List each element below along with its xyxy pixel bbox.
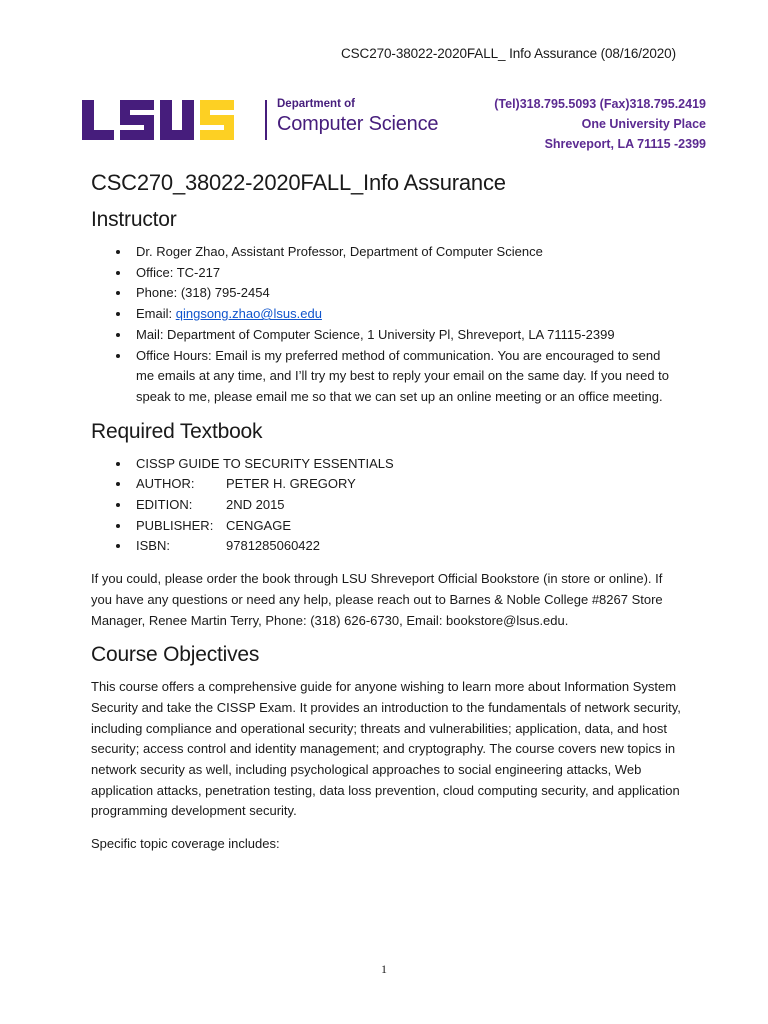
list-item: Dr. Roger Zhao, Assistant Professor, Department of Computer Science [91,242,681,263]
list-item [91,304,681,325]
textbook-field-label: AUTHOR: [136,476,195,492]
list-item: Office Hours: Email is my preferred method of communication. You are encouraged to send me emails at any time, and I’ll try my best to reply your email on the same day. If you need to speak to me, please email me so that we can set up an online meeting or an office meeting. [91,346,681,408]
objectives-body: This course offers a comprehensive guide for anyone wishing to learn more about Information System Security and take the CISSP Exam. It provides an introduction to the fundamentals of network security, including compliance and operational security; threats and vulnerabilities; application, data, and host security; access control and identity management; and cryptography. The course covers new topics in network security as well, including psychological approaches to social engineering attacks, Web application attacks, penetration testing, data loss prevention, cloud computing security, and application programming development security. [91,679,681,819]
list-item: Office: TC-217 [91,263,681,284]
instructor-heading: Instructor [91,208,177,231]
list-item: Mail: Department of Computer Science, 1 University Pl, Shreveport, LA 71115-2399 [91,325,681,346]
document-title: CSC270_38022-2020FALL_Info Assurance [91,170,506,195]
contact-phone-fax: (Tel)318.795.5093 (Fax)318.795.2419 [494,97,706,111]
textbook-order-note: If you could, please order the book through LSU Shreveport Official Bookstore (in store or online). If you have any questions or need any help, please reach out to Barnes & Noble College #8267 Store Manager, Renee Martin Terry, Phone: (318) 626-6730, Email: bookstore@lsus.edu. [91,571,663,628]
topic-coverage-intro: Specific topic coverage includes: [91,836,280,852]
page-number: 1 [381,962,387,976]
department-block [265,98,438,140]
document-body [91,170,681,867]
textbook-field-label: PUBLISHER: [136,517,214,533]
objectives-heading: Course Objectives [91,643,260,667]
instructor-list [91,242,681,408]
contact-address-line2: Shreveport, LA 71115 -2399 [544,137,706,151]
textbook-field-value: 2ND 2015 [226,497,285,513]
lsus-logo-icon [82,98,248,142]
list-item: Phone: (318) 795-2454 [91,283,681,304]
contact-address-line1: One University Place [581,117,706,131]
letterhead [82,92,706,152]
contact-info [494,94,706,154]
department-name: Computer Science [277,113,439,135]
textbook-field-value: 9781285060422 [226,538,320,554]
list-item [91,495,681,516]
list-item [91,474,681,495]
textbook-field-value: PETER H. GREGORY [226,476,356,492]
department-label: Department of [277,98,355,110]
email-label: Email: [136,306,176,322]
document-header-reference: CSC270-38022-2020FALL_ Info Assurance (08/16/2020) [341,46,676,61]
textbook-field-label: ISBN: [136,538,170,554]
instructor-email-link[interactable]: qingsong.zhao@lsus.edu [175,306,322,322]
list-item [91,536,681,557]
lsus-logo [82,98,248,142]
textbook-heading: Required Textbook [91,419,263,443]
list-item [91,516,681,537]
department-divider [265,100,267,140]
textbook-list [91,454,681,558]
textbook-field-label: EDITION: [136,497,193,513]
list-item: CISSP GUIDE TO SECURITY ESSENTIALS [91,454,681,475]
textbook-field-value: CENGAGE [226,517,292,533]
